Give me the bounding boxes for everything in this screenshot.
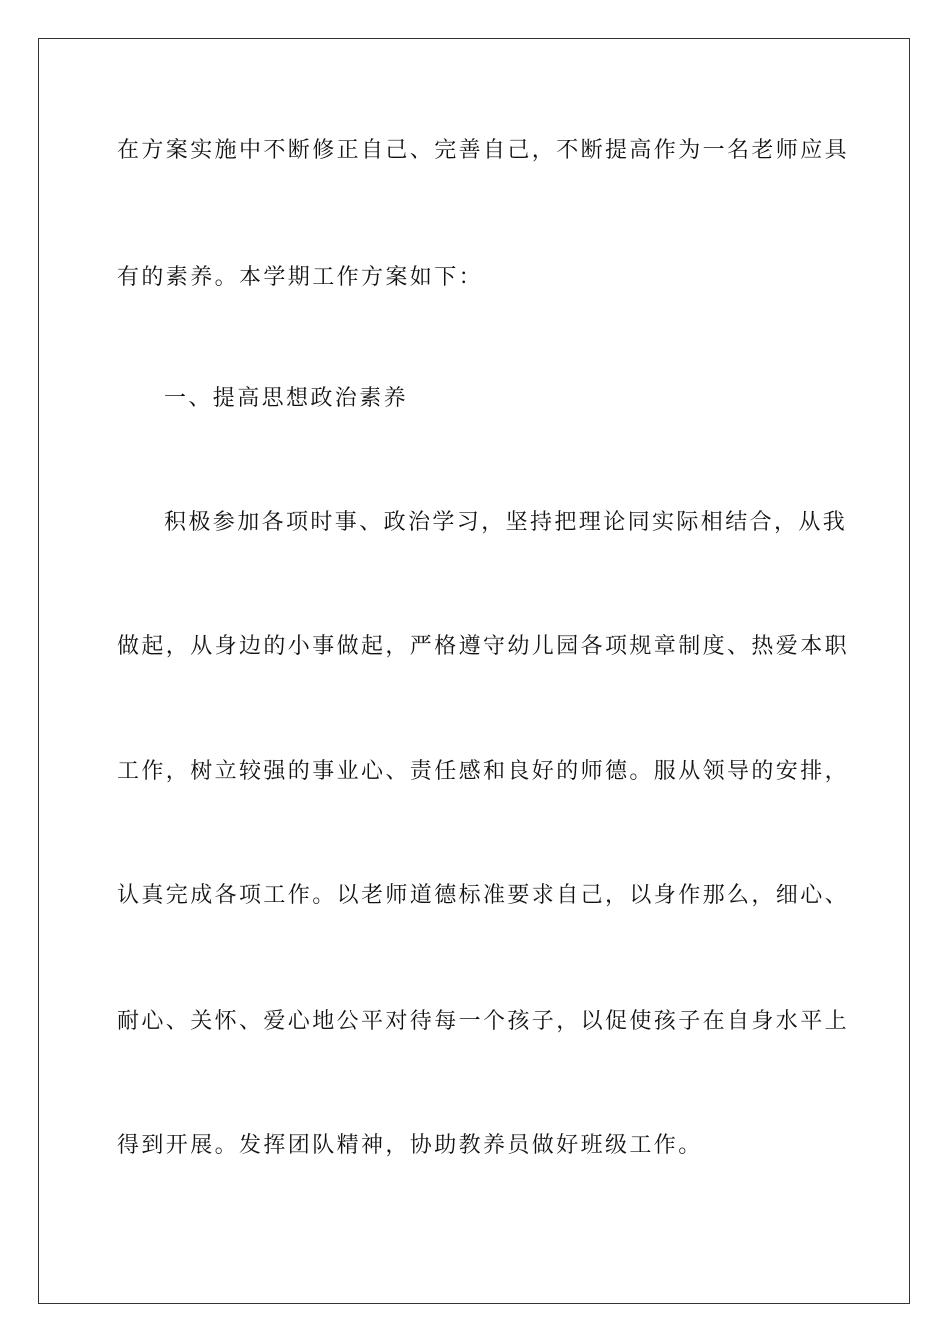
- paragraph-line: 认真完成各项工作。以老师道德标准要求自己，以身作那么，细心、: [117, 883, 850, 908]
- paragraph-line: 工作，树立较强的事业心、责任感和良好的师德。服从领导的安排，: [117, 759, 850, 784]
- paragraph-line: 做起，从身边的小事做起，严格遵守幼儿园各项规章制度、热爱本职: [117, 634, 850, 659]
- page-border: [38, 38, 910, 1304]
- section-heading: 一、提高思想政治素养: [164, 386, 409, 411]
- paragraph-line: 得到开展。发挥团队精神，协助教养员做好班级工作。: [117, 1133, 703, 1158]
- paragraph-line: 在方案实施中不断修正自己、完善自己，不断提高作为一名老师应具: [117, 138, 850, 163]
- paragraph-line: 积极参加各项时事、政治学习，坚持把理论同实际相结合，从我: [164, 510, 848, 535]
- paragraph-line: 有的素养。本学期工作方案如下：: [117, 265, 484, 290]
- paragraph-line: 耐心、关怀、爱心地公平对待每一个孩子，以促使孩子在自身水平上: [117, 1009, 850, 1034]
